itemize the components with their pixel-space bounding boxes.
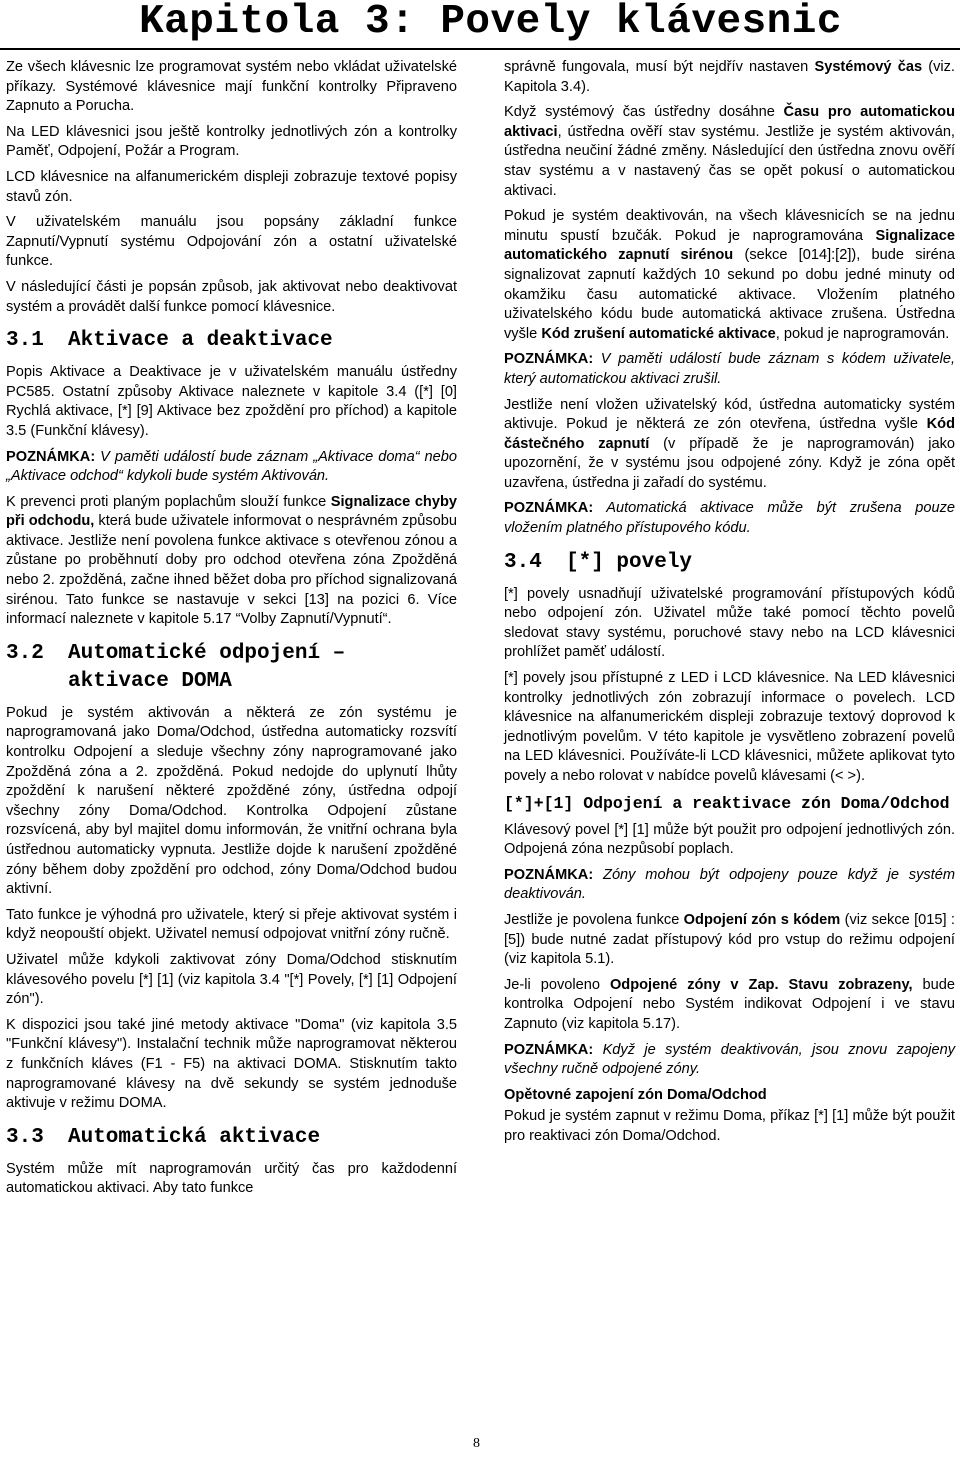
section-3-3-paragraph-1: Systém může mít naprogramován určitý čas pro každodenní automatickou aktivaci. Aby tato funkce [6,1160,457,1197]
section-3-3-paragraph-5: Jestliže není vložen uživatelský kód, ústředna automaticky systém aktivuje. Pokud je některá ze zón otevřena, ústředna vyšle Kód částečného zapnutí (v případě že je naprogramován) jako upozornění, že v systému jsou odpojené zóny. Když je zóna opět uzavřena, ústředna ji zařadí do systému. [504,396,955,491]
intro-paragraph-3: LCD klávesnice na alfanumerickém displeji zobrazuje textové popisy stavů zón. [6,168,457,205]
subsection-odpojeni-paragraph-1: Klávesový povel [*] [1] může být použit pro odpojení jednotlivých zón. Odpojená zóna nezpůsobí poplach. [504,821,955,858]
subsection-heading-odpojeni: [*]+[1] Odpojení a reaktivace zón Doma/Odchod [504,793,950,813]
section-heading-3-4: 3.4 [*] povely [504,550,693,574]
subsection-odpojeni-note-2: POZNÁMKA: Když je systém deaktivován, jsou znovu zapojeny všechny ručně odpojené zóny. [504,1041,955,1078]
subsection-odpojeni-note-1: POZNÁMKA: Zóny mohou být odpojeny pouze když je systém deaktivován. [504,866,955,903]
section-3-2-paragraph-3: Uživatel může kdykoli zaktivovat zóny Doma/Odchod stisknutím klávesového povelu [*] [1] (viz kapitola 3.4 "[*] Povely, [*] [1] Odpojení zón"). [6,951,457,1008]
intro-paragraph-4: V uživatelském manuálu jsou popsány základní funkce Zapnutí/Vypnutí systému Odpojování zón a ostatní uživatelské funkce. [6,214,457,270]
section-3-4-paragraph-2: [*] povely jsou přístupné z LED i LCD klávesnice. Na LED klávesnici kontrolky jednotlivých zón zobrazují informace o povelech. LCD klávesnice na alfanumerickém displeji zobrazuje textový doprovod k jednotlivým povelům. V této kapitole je vysvětleno zobrazení povelů na LED klávesnici. Používáte-li LCD klávesnici, můžete aplikovat tyto povely a nebo rolovat v nabídce povelů klávesami (< >). [504,670,955,784]
chapter-header [0,0,960,50]
page-number: 8 [473,1436,480,1451]
section-heading-3-2: 3.2 Automatické odpojení – aktivace DOMA [6,641,346,693]
section-3-2-paragraph-1: Pokud je systém aktivován a některá ze zón systému je naprogramovaná jako Doma/Odchod, ústředna automaticky rozsvítí kontrolku Odpojení a sleduje všechny zóny naprogramované jako Zpožděná zóna a 2. zpožděná. Pokud nedojde do uplynutí lhůty zpoždění k narušení některé zpožděné zóny, ústředna odpojí všechny zóny Doma/Odchod. Kontrolka Odpojení zůstane rozsvícená, aby byl majitel domu informován, že vnitřní ochrana byla ústřednou automaticky vypnuta. Jestliže dojde k narušení zpožděné zóny během doby zpoždění pro odchod, zóny Doma/Odchod budou aktivní. [6,704,457,898]
section-3-1-note: POZNÁMKA: V paměti událostí bude záznam „Aktivace doma“ nebo „Aktivace odchod“ kdykoli bude systém Aktivován. [6,448,457,485]
subsection-zapojeni-paragraph-1: Pokud je systém zapnut v režimu Doma, příkaz [*] [1] může být použit pro reaktivaci zón Doma/Odchod. [504,1108,955,1144]
section-3-3-paragraph-2: správně fungovala, musí být nejdřív nastaven Systémový čas (viz. Kapitola 3.4). [504,59,955,95]
section-3-4-paragraph-1: [*] povely usnadňují uživatelské programování přístupových kódů nebo odpojení zón. Uživatel může také pomocí těchto povelů sledovat stavy systému, poruchové stavy nebo na LCD klávesnici prohlížet paměť událostí. [504,585,955,661]
section-3-3-paragraph-4: Pokud je systém deaktivován, na všech klávesnicích se na jednu minutu spustí bzučák. Pokud je naprogramována Signalizace automatického zapnutí sirénou (sekce [014]:[2]), bude siréna signalizovat zapnutí každých 10 sekund po dobu jedné minuty od okamžiku času automatické aktivace. Vložením platného uživatelského kódu bude automatická aktivace zrušena. Ústředna vyšle Kód zrušení automatické aktivace, pokud je naprogramován. [504,208,955,342]
intro-paragraph-1: Ze všech klávesnic lze programovat systém nebo vkládat uživatelské příkazy. Systémové klávesnice mají funkční kontrolky Připraveno Zapnuto a Porucha. [6,59,457,115]
section-3-1-paragraph-1: Popis Aktivace a Deaktivace je v uživatelském manuálu ústředny PC585. Ostatní způsoby Aktivace naleznete v kapitole 3.4 ([*] [0] Rychlá aktivace, [*] [9] Aktivace bez zpoždění pro příchod) a kapitole 3.5 (Funkční klávesy). [6,364,457,439]
subsection-heading-zapojeni: Opětovné zapojení zón Doma/Odchod [504,1086,767,1103]
section-3-2-paragraph-4: K dispozici jsou také jiné metody aktivace "Doma" (viz kapitola 3.5 "Funkční klávesy"). Instalační technik může naprogramovat některou z funkčních kláves (F1 - F5) na aktivaci DOMA. Stisknutím takto naprogramované klávesy na dvě sekundy se systém jednoduše aktivuje v režimu DOMA. [6,1016,457,1112]
intro-paragraph-5: V následující části je popsán způsob, jak aktivovat nebo deaktivovat systém a provádět další funkce pomocí klávesnice. [6,278,457,315]
section-3-3-note-1: POZNÁMKA: V paměti událostí bude záznam s kódem uživatele, který automatickou aktivaci zrušil. [504,351,955,387]
left-column [6,58,457,1205]
chapter-title: Kapitola 3: Povely klávesnic [139,0,842,45]
subsection-odpojeni-paragraph-3: Je-li povoleno Odpojené zóny v Zap. Stavu zobrazeny, bude kontrolka Odpojení nebo Systém indikovat Odpojení i ve stavu Zapnuto (viz kapitola 5.17). [504,976,956,1032]
right-column [504,58,955,1153]
section-3-2-paragraph-2: Tato funkce je výhodná pro uživatele, který si přeje aktivovat systém i když neopouští objekt. Uživatel nemusí odpojovat vnitřní zóny ručně. [6,906,457,943]
section-heading-3-1: 3.1 Aktivace a deaktivace [6,329,333,353]
section-heading-3-3: 3.3 Automatická aktivace [6,1125,321,1149]
section-3-3-note-2: POZNÁMKA: Automatická aktivace může být zrušena pouze vložením platného přístupového kódu. [504,500,955,537]
intro-paragraph-2: Na LED klávesnici jsou ještě kontrolky jednotlivých zón a kontrolky Paměť, Odpojení, Požár a Program. [6,123,457,160]
subsection-odpojeni-paragraph-2: Jestliže je povolena funkce Odpojení zón s kódem (viz sekce [015] : [5]) bude nutné zadat přístupový kód pro vstup do režimu odpojení (viz kapitola 5.1). [504,911,955,968]
section-3-3-paragraph-3: Když systémový čas ústředny dosáhne Času pro automatickou aktivaci, ústředna ověří stav systému. Jestliže je systém aktivován, ústředna neučiní žádné změny. Následující den ústředna znovu ověří stav systému a v nastavený čas se opět pokusí o automatickou aktivaci. [504,104,955,199]
section-3-1-paragraph-2: K prevenci proti planým poplachům slouží funkce Signalizace chyby při odchodu, která bude uživatele informovat o nesprávném způsobu aktivace. Jestliže není povolena funkce aktivace s otevřenou zónou a zůstane po proběhnutí doby pro odchod otevřena zóna Zpožděná nebo 2. zpožděná, začne ihned běžet doba pro příchod signalizovaná sirénou. Tato funkce se nastavuje v sekci [13] na pozici 6. Více informací naleznete v kapitole 5.17 “Volby Zapnutí/Vypnutí“. [6,493,457,628]
